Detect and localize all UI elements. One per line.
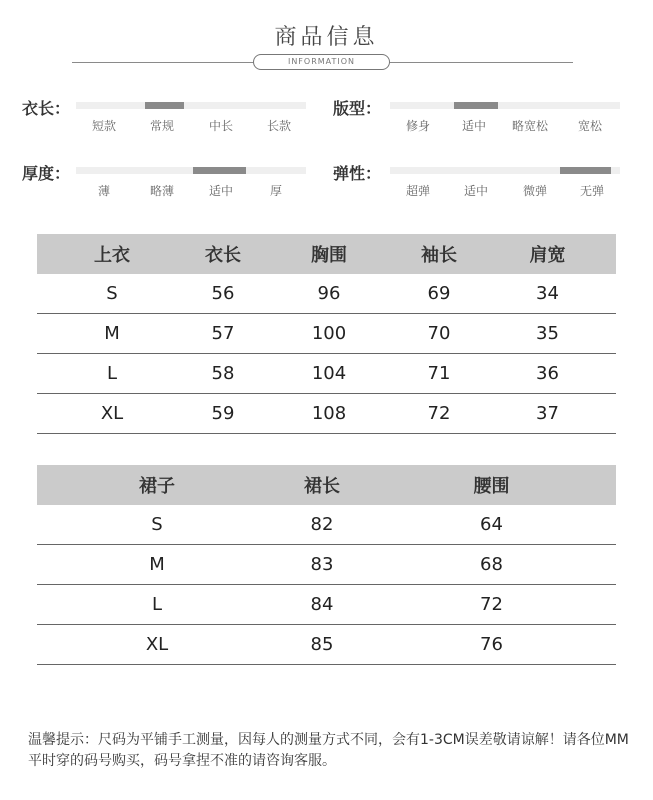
header-cell: 肩宽: [479, 234, 616, 274]
attribute-track: [390, 167, 620, 174]
size-cell: S: [37, 274, 187, 314]
measure-cell: 84: [277, 585, 367, 625]
attribute-option: 短款: [91, 119, 117, 133]
measure-cell: 59: [187, 394, 259, 434]
measure-cell: 56: [187, 274, 259, 314]
table-row: [37, 394, 616, 434]
measure-cell: 72: [399, 394, 479, 434]
attribute-track: [76, 167, 306, 174]
attribute-option: 适中: [208, 184, 234, 198]
table-row: [37, 314, 616, 354]
title-line-right: [389, 62, 573, 63]
table-row: [37, 505, 616, 545]
attribute-highlight: [193, 167, 246, 174]
attribute-option: 修身: [405, 119, 431, 133]
attribute-track: [390, 102, 620, 109]
attribute-option: 超弹: [405, 184, 431, 198]
measure-cell: 68: [367, 545, 616, 585]
size-cell: L: [37, 354, 187, 394]
measure-cell: 34: [479, 274, 616, 314]
attribute-track: [76, 102, 306, 109]
title-line-left: [72, 62, 254, 63]
measure-cell: 100: [259, 314, 399, 354]
measure-cell: 96: [259, 274, 399, 314]
attribute-option: 长款: [266, 119, 292, 133]
attribute-option: 适中: [461, 119, 487, 133]
attribute-option: 略宽松: [511, 119, 549, 133]
attribute-option: 微弹: [522, 184, 548, 198]
table-header-row: [37, 465, 616, 505]
size-cell: L: [37, 585, 277, 625]
measure-cell: 85: [277, 625, 367, 665]
table-row: [37, 274, 616, 314]
measure-cell: 58: [187, 354, 259, 394]
measure-cell: 104: [259, 354, 399, 394]
attribute-label: 厚度：: [22, 164, 71, 183]
measure-cell: 83: [277, 545, 367, 585]
measure-cell: 108: [259, 394, 399, 434]
measure-cell: 82: [277, 505, 367, 545]
table-header-row: [37, 234, 616, 274]
attribute-option: 中长: [208, 119, 234, 133]
measure-cell: 57: [187, 314, 259, 354]
measure-cell: 71: [399, 354, 479, 394]
attribute-option: 无弹: [579, 184, 605, 198]
table-row: [37, 625, 616, 665]
attribute-label: 弹性：: [333, 164, 382, 183]
attribute-highlight: [454, 102, 498, 109]
header-cell: 腰围: [367, 465, 616, 505]
measure-cell: 36: [479, 354, 616, 394]
size-cell: M: [37, 545, 277, 585]
size-cell: S: [37, 505, 277, 545]
attribute-label: 版型：: [333, 99, 382, 118]
measure-cell: 37: [479, 394, 616, 434]
header-cell: 胸围: [259, 234, 399, 274]
attribute-highlight: [145, 102, 184, 109]
attribute-option: 略薄: [149, 184, 175, 198]
attribute-option: 宽松: [577, 119, 603, 133]
header-cell: 上衣: [37, 234, 187, 274]
measure-cell: 35: [479, 314, 616, 354]
table-row: [37, 585, 616, 625]
information-pill: INFORMATION: [253, 54, 390, 70]
attribute-option: 常规: [149, 119, 175, 133]
header-cell: 衣长: [187, 234, 259, 274]
measure-cell: 69: [399, 274, 479, 314]
measure-cell: 70: [399, 314, 479, 354]
size-cell: XL: [37, 394, 187, 434]
attribute-option: 适中: [463, 184, 489, 198]
size-cell: XL: [37, 625, 277, 665]
table-row: [37, 354, 616, 394]
measure-cell: 64: [367, 505, 616, 545]
header-cell: 裙子: [37, 465, 277, 505]
skirt-size-table: [37, 465, 616, 665]
attribute-highlight: [560, 167, 611, 174]
size-cell: M: [37, 314, 187, 354]
top-size-table: [37, 234, 616, 434]
attribute-option: 厚: [269, 184, 283, 198]
measure-cell: 76: [367, 625, 616, 665]
attribute-label: 衣长：: [22, 99, 71, 118]
measure-cell: 72: [367, 585, 616, 625]
section-title: 商品信息: [274, 25, 379, 50]
header-cell: 袖长: [399, 234, 479, 274]
header-cell: 裙长: [277, 465, 367, 505]
tip-text: 温馨提示：尺码为平铺手工测量，因每人的测量方式不同，会有1-3CM误差敬请谅解！请各位MM平时穿的码号购买，码号拿捏不准的请咨询客服。: [28, 732, 629, 769]
table-row: [37, 545, 616, 585]
attribute-option: 薄: [97, 184, 111, 198]
